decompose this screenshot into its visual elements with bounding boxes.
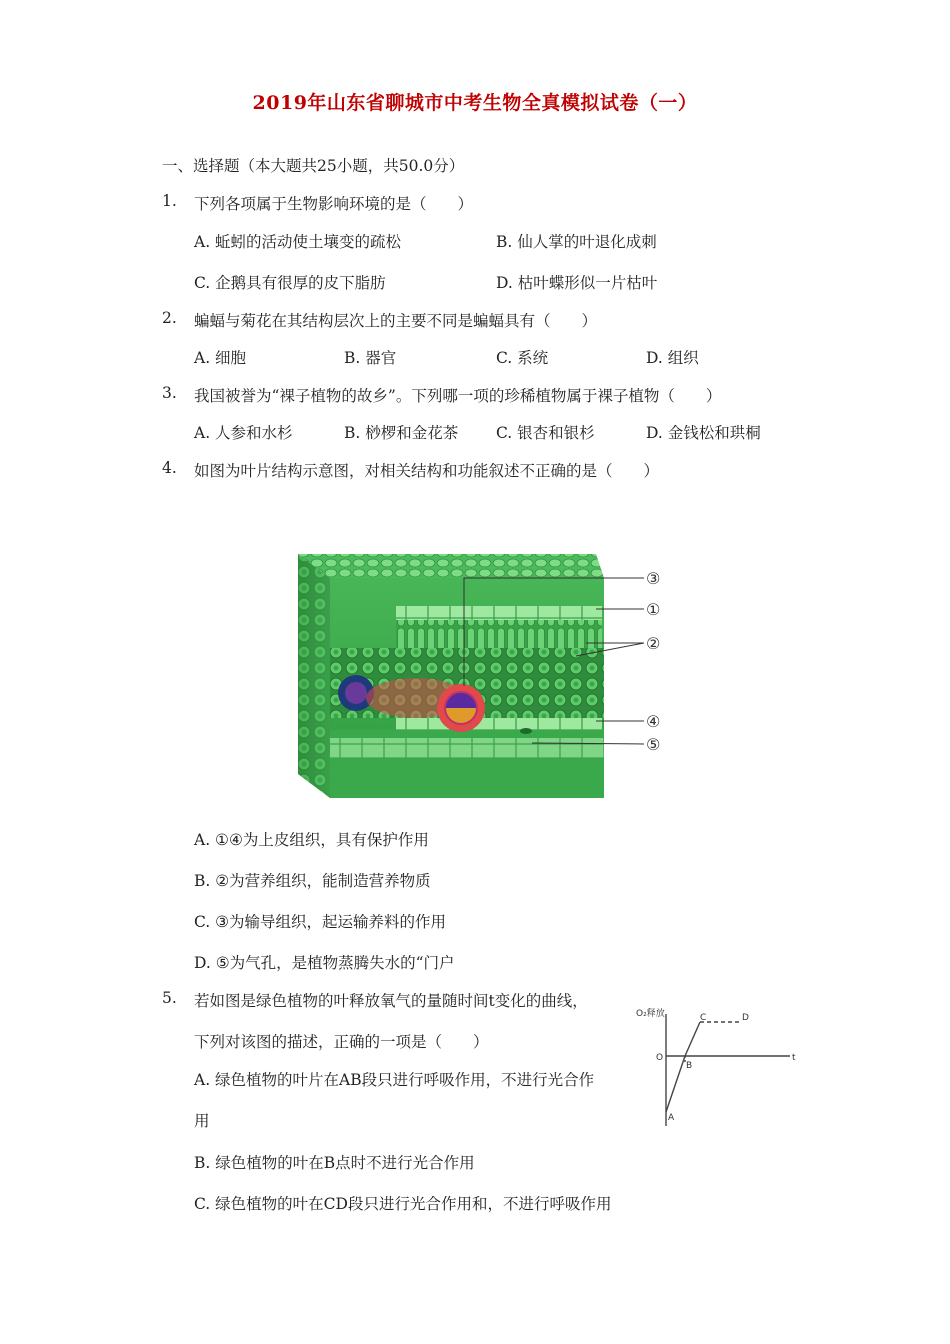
question-stem: 我国被誉为“裸子植物的故乡”。下列哪一项的珍稀植物属于裸子植物（ ） bbox=[194, 387, 722, 405]
option-a-continued: 用 bbox=[194, 1112, 210, 1130]
question-number: 3. bbox=[162, 384, 177, 402]
label-1: ① bbox=[646, 600, 661, 619]
option-a: A. 人参和水杉 bbox=[194, 424, 293, 442]
point-b-label: B bbox=[686, 1061, 693, 1071]
option-b: B. 器官 bbox=[344, 349, 397, 367]
point-c-label: C bbox=[700, 1013, 707, 1023]
question-stem-line-1: 若如图是绿色植物的叶释放氧气的量随时间t变化的曲线， bbox=[194, 992, 588, 1010]
option-a: A. ①④为上皮组织，具有保护作用 bbox=[194, 831, 429, 849]
point-a-label: A bbox=[668, 1113, 675, 1123]
graph-origin: O bbox=[656, 1053, 664, 1063]
option-c: C. 系统 bbox=[496, 349, 549, 367]
option-c: C. 企鹅具有很厚的皮下脂肪 bbox=[194, 274, 386, 292]
question-stem: 如图为叶片结构示意图，对相关结构和功能叙述不正确的是（ ） bbox=[194, 462, 660, 480]
label-2: ② bbox=[646, 634, 661, 653]
page-title: 2019年山东省聊城市中考生物全真模拟试卷（一） bbox=[252, 92, 698, 114]
option-d: D. 组织 bbox=[646, 349, 699, 367]
option-b: B. 绿色植物的叶在B点时不进行光合作用 bbox=[194, 1154, 475, 1172]
option-d: D. 金钱松和珙桐 bbox=[646, 424, 761, 442]
label-5: ⑤ bbox=[646, 735, 661, 754]
leaf-structure-figure bbox=[296, 548, 676, 804]
point-d-label: D bbox=[742, 1013, 749, 1023]
question-number: 1. bbox=[162, 192, 177, 210]
question-stem: 下列各项属于生物影响环境的是（ ） bbox=[194, 195, 474, 213]
graph-xlabel: t bbox=[792, 1053, 796, 1063]
option-b: B. 仙人掌的叶退化成刺 bbox=[496, 233, 657, 251]
option-a: A. 绿色植物的叶片在AB段只进行呼吸作用，不进行光合作 bbox=[194, 1071, 595, 1089]
graph-ylabel: O₂释放 bbox=[636, 1009, 665, 1019]
section-heading: 一、选择题（本大题共25小题，共50.0分） bbox=[162, 157, 465, 175]
option-c: C. 银杏和银杉 bbox=[496, 424, 595, 442]
option-b: B. ②为营养组织，能制造营养物质 bbox=[194, 872, 431, 890]
question-stem-line-2: 下列对该图的描述，正确的一项是（ ） bbox=[194, 1033, 489, 1051]
option-d: D. 枯叶蝶形似一片枯叶 bbox=[496, 274, 658, 292]
option-c: C. 绿色植物的叶在CD段只进行光合作用和，不进行呼吸作用 bbox=[194, 1195, 612, 1213]
option-a: A. 细胞 bbox=[194, 349, 247, 367]
label-3: ③ bbox=[646, 569, 661, 588]
option-b: B. 桫椤和金花茶 bbox=[344, 424, 459, 442]
oxygen-release-graph bbox=[630, 1008, 810, 1132]
question-stem: 蝙蝠与菊花在其结构层次上的主要不同是蝙蝠具有（ ） bbox=[194, 312, 598, 330]
label-4: ④ bbox=[646, 712, 661, 731]
question-number: 5. bbox=[162, 989, 177, 1007]
option-d: D. ⑤为气孔，是植物蒸腾失水的“门户 bbox=[194, 954, 455, 972]
option-c: C. ③为输导组织，起运输养料的作用 bbox=[194, 913, 447, 931]
option-a: A. 蚯蚓的活动使土壤变的疏松 bbox=[194, 233, 402, 251]
question-number: 2. bbox=[162, 309, 177, 327]
question-number: 4. bbox=[162, 459, 177, 477]
